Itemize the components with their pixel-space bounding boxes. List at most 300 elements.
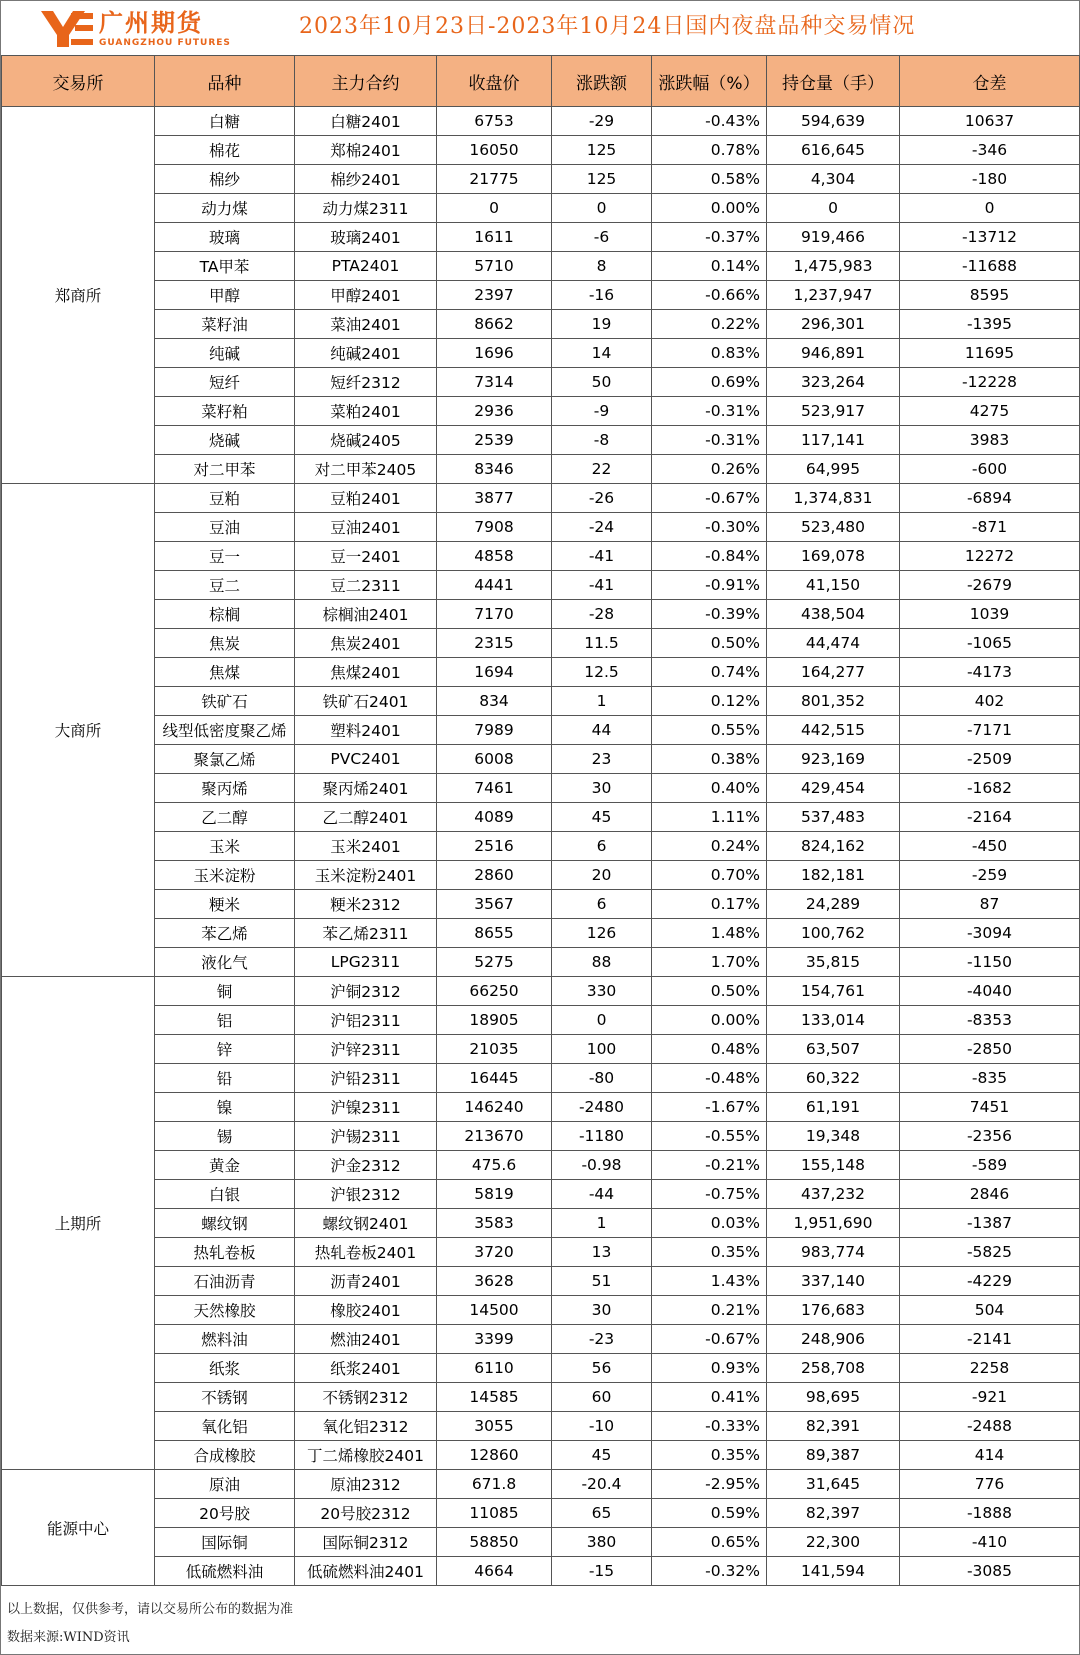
open-interest-cell: 523,480 [767,513,900,542]
close-price-cell: 3877 [437,484,552,513]
change-pct-cell: -0.67% [652,1325,767,1354]
change-pct-cell: 0.58% [652,165,767,194]
change-cell: 23 [552,745,652,774]
product-cell: 低硫燃料油 [155,1557,295,1586]
change-pct-cell: 0.00% [652,194,767,223]
contract-cell: 豆粕2401 [295,484,437,513]
table-row [2,948,1080,977]
exchange-cell: 郑商所 [2,107,155,484]
product-cell: 玉米淀粉 [155,861,295,890]
open-interest-cell: 923,169 [767,745,900,774]
contract-cell: 豆一2401 [295,542,437,571]
oi-change-cell: -871 [900,513,1080,542]
column-header: 收盘价 [437,56,552,107]
change-pct-cell: 0.70% [652,861,767,890]
change-cell: 12.5 [552,658,652,687]
close-price-cell: 7989 [437,716,552,745]
table-row [2,397,1080,426]
oi-change-cell: 4275 [900,397,1080,426]
contract-cell: 玉米淀粉2401 [295,861,437,890]
open-interest-cell: 824,162 [767,832,900,861]
table-row [2,484,1080,513]
oi-change-cell: 10637 [900,107,1080,136]
oi-change-cell: -2164 [900,803,1080,832]
product-cell: 棕榈 [155,600,295,629]
change-cell: 30 [552,774,652,803]
table-row [2,1354,1080,1383]
close-price-cell: 834 [437,687,552,716]
table-row [2,1412,1080,1441]
open-interest-cell: 801,352 [767,687,900,716]
table-body [2,107,1080,1586]
close-price-cell: 6110 [437,1354,552,1383]
oi-change-cell: -600 [900,455,1080,484]
change-pct-cell: 0.38% [652,745,767,774]
open-interest-cell: 182,181 [767,861,900,890]
table-row [2,1035,1080,1064]
change-cell: -0.98 [552,1151,652,1180]
table-row [2,1209,1080,1238]
contract-cell: 沪锌2311 [295,1035,437,1064]
table-row [2,223,1080,252]
close-price-cell: 2315 [437,629,552,658]
change-cell: 19 [552,310,652,339]
change-pct-cell: -0.30% [652,513,767,542]
close-price-cell: 3628 [437,1267,552,1296]
change-pct-cell: 0.55% [652,716,767,745]
contract-cell: 玻璃2401 [295,223,437,252]
change-pct-cell: 0.48% [652,1035,767,1064]
change-cell: 125 [552,165,652,194]
product-cell: 豆一 [155,542,295,571]
open-interest-cell: 155,148 [767,1151,900,1180]
open-interest-cell: 63,507 [767,1035,900,1064]
close-price-cell: 3399 [437,1325,552,1354]
oi-change-cell: -2356 [900,1122,1080,1151]
table-row [2,600,1080,629]
oi-change-cell: -8353 [900,1006,1080,1035]
contract-cell: 棉纱2401 [295,165,437,194]
open-interest-cell: 1,374,831 [767,484,900,513]
oi-change-cell: -589 [900,1151,1080,1180]
change-pct-cell: 0.65% [652,1528,767,1557]
oi-change-cell: -346 [900,136,1080,165]
oi-change-cell: 776 [900,1470,1080,1499]
change-pct-cell: -0.33% [652,1412,767,1441]
change-cell: 330 [552,977,652,1006]
product-cell: 棉纱 [155,165,295,194]
change-pct-cell: -0.84% [652,542,767,571]
open-interest-cell: 44,474 [767,629,900,658]
change-pct-cell: 0.59% [652,1499,767,1528]
product-cell: 豆粕 [155,484,295,513]
open-interest-cell: 442,515 [767,716,900,745]
change-cell: -41 [552,542,652,571]
oi-change-cell: -3085 [900,1557,1080,1586]
close-price-cell: 12860 [437,1441,552,1470]
close-price-cell: 16050 [437,136,552,165]
oi-change-cell: 0 [900,194,1080,223]
open-interest-cell: 19,348 [767,1122,900,1151]
change-cell: -6 [552,223,652,252]
change-cell: -26 [552,484,652,513]
product-cell: 玻璃 [155,223,295,252]
change-pct-cell: 0.74% [652,658,767,687]
change-pct-cell: 0.93% [652,1354,767,1383]
contract-cell: 国际铜2312 [295,1528,437,1557]
close-price-cell: 7314 [437,368,552,397]
close-price-cell: 146240 [437,1093,552,1122]
close-price-cell: 21035 [437,1035,552,1064]
product-cell: 铅 [155,1064,295,1093]
change-pct-cell: 0.35% [652,1441,767,1470]
oi-change-cell: -4040 [900,977,1080,1006]
product-cell: 焦炭 [155,629,295,658]
close-price-cell: 0 [437,194,552,223]
oi-change-cell: -921 [900,1383,1080,1412]
change-pct-cell: 0.50% [652,629,767,658]
contract-cell: 短纤2312 [295,368,437,397]
contract-cell: 丁二烯橡胶2401 [295,1441,437,1470]
change-pct-cell: -0.31% [652,426,767,455]
oi-change-cell: -11688 [900,252,1080,281]
oi-change-cell: 2258 [900,1354,1080,1383]
exchange-cell: 上期所 [2,977,155,1470]
open-interest-cell: 4,304 [767,165,900,194]
change-cell: 126 [552,919,652,948]
oi-change-cell: -4229 [900,1267,1080,1296]
oi-change-cell: -410 [900,1528,1080,1557]
open-interest-cell: 117,141 [767,426,900,455]
change-pct-cell: 0.24% [652,832,767,861]
table-row [2,368,1080,397]
change-cell: -29 [552,107,652,136]
close-price-cell: 14585 [437,1383,552,1412]
change-pct-cell: -0.75% [652,1180,767,1209]
open-interest-cell: 41,150 [767,571,900,600]
close-price-cell: 671.8 [437,1470,552,1499]
oi-change-cell: -1888 [900,1499,1080,1528]
contract-cell: 焦煤2401 [295,658,437,687]
change-pct-cell: 0.21% [652,1296,767,1325]
product-cell: 热轧卷板 [155,1238,295,1267]
contract-cell: 低硫燃料油2401 [295,1557,437,1586]
change-pct-cell: 1.48% [652,919,767,948]
product-cell: 线型低密度聚乙烯 [155,716,295,745]
table-row [2,455,1080,484]
oi-change-cell: 1039 [900,600,1080,629]
change-cell: 14 [552,339,652,368]
close-price-cell: 18905 [437,1006,552,1035]
open-interest-cell: 35,815 [767,948,900,977]
close-price-cell: 3583 [437,1209,552,1238]
change-pct-cell: -0.66% [652,281,767,310]
product-cell: 铝 [155,1006,295,1035]
table-row [2,861,1080,890]
change-cell: 60 [552,1383,652,1412]
change-cell: -24 [552,513,652,542]
open-interest-cell: 61,191 [767,1093,900,1122]
close-price-cell: 6753 [437,107,552,136]
contract-cell: 郑棉2401 [295,136,437,165]
product-cell: 白银 [155,1180,295,1209]
oi-change-cell: -2679 [900,571,1080,600]
table-row [2,1528,1080,1557]
column-header: 涨跌额 [552,56,652,107]
oi-change-cell: 504 [900,1296,1080,1325]
oi-change-cell: 2846 [900,1180,1080,1209]
open-interest-cell: 438,504 [767,600,900,629]
open-interest-cell: 337,140 [767,1267,900,1296]
close-price-cell: 66250 [437,977,552,1006]
table-row [2,1470,1080,1499]
close-price-cell: 3055 [437,1412,552,1441]
open-interest-cell: 100,762 [767,919,900,948]
product-cell: TA甲苯 [155,252,295,281]
close-price-cell: 4664 [437,1557,552,1586]
open-interest-cell: 537,483 [767,803,900,832]
change-cell: 0 [552,1006,652,1035]
close-price-cell: 2539 [437,426,552,455]
change-cell: -1180 [552,1122,652,1151]
close-price-cell: 8662 [437,310,552,339]
product-cell: 豆二 [155,571,295,600]
contract-cell: 烧碱2405 [295,426,437,455]
change-cell: 380 [552,1528,652,1557]
contract-cell: 螺纹钢2401 [295,1209,437,1238]
change-pct-cell: 0.26% [652,455,767,484]
contract-cell: 氧化铝2312 [295,1412,437,1441]
contract-cell: 豆二2311 [295,571,437,600]
product-cell: 烧碱 [155,426,295,455]
close-price-cell: 6008 [437,745,552,774]
contract-cell: 沪铜2312 [295,977,437,1006]
change-cell: 51 [552,1267,652,1296]
oi-change-cell: -450 [900,832,1080,861]
contract-cell: 燃油2401 [295,1325,437,1354]
oi-change-cell: -4173 [900,658,1080,687]
table-row [2,803,1080,832]
change-pct-cell: -0.55% [652,1122,767,1151]
contract-cell: 棕榈油2401 [295,600,437,629]
table-row [2,1006,1080,1035]
change-cell: 100 [552,1035,652,1064]
change-pct-cell: -0.39% [652,600,767,629]
table-row [2,716,1080,745]
oi-change-cell: -835 [900,1064,1080,1093]
contract-cell: 白糖2401 [295,107,437,136]
close-price-cell: 2397 [437,281,552,310]
open-interest-cell: 429,454 [767,774,900,803]
column-header: 交易所 [2,56,155,107]
change-cell: -16 [552,281,652,310]
contract-cell: 沪锡2311 [295,1122,437,1151]
change-cell: -20.4 [552,1470,652,1499]
change-pct-cell: 0.69% [652,368,767,397]
change-pct-cell: -0.21% [652,1151,767,1180]
product-cell: 白糖 [155,107,295,136]
table-row [2,310,1080,339]
change-pct-cell: 0.03% [652,1209,767,1238]
change-cell: 56 [552,1354,652,1383]
close-price-cell: 8346 [437,455,552,484]
table-row [2,629,1080,658]
close-price-cell: 2936 [437,397,552,426]
open-interest-cell: 82,391 [767,1412,900,1441]
close-price-cell: 16445 [437,1064,552,1093]
change-cell: 45 [552,1441,652,1470]
open-interest-cell: 323,264 [767,368,900,397]
table-header-row [2,56,1080,107]
table-row [2,426,1080,455]
table-row [2,542,1080,571]
change-cell: -9 [552,397,652,426]
close-price-cell: 1696 [437,339,552,368]
close-price-cell: 7170 [437,600,552,629]
product-cell: 液化气 [155,948,295,977]
oi-change-cell: 402 [900,687,1080,716]
change-pct-cell: 0.12% [652,687,767,716]
change-pct-cell: -0.67% [652,484,767,513]
close-price-cell: 14500 [437,1296,552,1325]
change-cell: 44 [552,716,652,745]
change-cell: 13 [552,1238,652,1267]
close-price-cell: 1611 [437,223,552,252]
table-row [2,339,1080,368]
change-cell: 45 [552,803,652,832]
oi-change-cell: -180 [900,165,1080,194]
open-interest-cell: 523,917 [767,397,900,426]
open-interest-cell: 133,014 [767,1006,900,1035]
product-cell: 聚丙烯 [155,774,295,803]
table-row [2,1557,1080,1586]
change-cell: 8 [552,252,652,281]
close-price-cell: 2860 [437,861,552,890]
open-interest-cell: 176,683 [767,1296,900,1325]
contract-cell: 不锈钢2312 [295,1383,437,1412]
product-cell: 苯乙烯 [155,919,295,948]
oi-change-cell: -2488 [900,1412,1080,1441]
oi-change-cell: 414 [900,1441,1080,1470]
contract-cell: 动力煤2311 [295,194,437,223]
contract-cell: PVC2401 [295,745,437,774]
change-pct-cell: 0.78% [652,136,767,165]
contract-cell: 沥青2401 [295,1267,437,1296]
disclaimer-note: 以上数据，仅供参考，请以交易所公布的数据为准 [7,1602,294,1617]
change-pct-cell: 0.41% [652,1383,767,1412]
oi-change-cell: 12272 [900,542,1080,571]
change-pct-cell: -0.43% [652,107,767,136]
product-cell: 不锈钢 [155,1383,295,1412]
change-cell: -28 [552,600,652,629]
product-cell: 乙二醇 [155,803,295,832]
contract-cell: PTA2401 [295,252,437,281]
table-row [2,977,1080,1006]
change-cell: -44 [552,1180,652,1209]
contract-cell: 沪铅2311 [295,1064,437,1093]
open-interest-cell: 24,289 [767,890,900,919]
product-cell: 粳米 [155,890,295,919]
close-price-cell: 11085 [437,1499,552,1528]
table-row [2,136,1080,165]
oi-change-cell: -2141 [900,1325,1080,1354]
oi-change-cell: -1682 [900,774,1080,803]
contract-cell: 塑料2401 [295,716,437,745]
open-interest-cell: 22,300 [767,1528,900,1557]
change-cell: 1 [552,1209,652,1238]
column-header: 仓差 [900,56,1080,107]
contract-cell: 对二甲苯2405 [295,455,437,484]
product-cell: 聚氯乙烯 [155,745,295,774]
change-pct-cell: 0.14% [652,252,767,281]
open-interest-cell: 64,995 [767,455,900,484]
product-cell: 锌 [155,1035,295,1064]
oi-change-cell: 7451 [900,1093,1080,1122]
open-interest-cell: 248,906 [767,1325,900,1354]
close-price-cell: 1694 [437,658,552,687]
change-cell: 88 [552,948,652,977]
change-pct-cell: 0.40% [652,774,767,803]
table-row [2,1499,1080,1528]
table-row [2,1238,1080,1267]
contract-cell: 铁矿石2401 [295,687,437,716]
open-interest-cell: 164,277 [767,658,900,687]
table-row [2,1122,1080,1151]
product-cell: 棉花 [155,136,295,165]
close-price-cell: 213670 [437,1122,552,1151]
contract-cell: 沪银2312 [295,1180,437,1209]
night-session-table [1,55,1080,1586]
change-pct-cell: 0.22% [652,310,767,339]
close-price-cell: 21775 [437,165,552,194]
product-cell: 燃料油 [155,1325,295,1354]
change-cell: 65 [552,1499,652,1528]
product-cell: 短纤 [155,368,295,397]
open-interest-cell: 60,322 [767,1064,900,1093]
change-pct-cell: 0.00% [652,1006,767,1035]
contract-cell: LPG2311 [295,948,437,977]
change-pct-cell: -2.95% [652,1470,767,1499]
product-cell: 氧化铝 [155,1412,295,1441]
product-cell: 国际铜 [155,1528,295,1557]
oi-change-cell: 8595 [900,281,1080,310]
table-row [2,513,1080,542]
table-row [2,832,1080,861]
open-interest-cell: 296,301 [767,310,900,339]
table-row [2,1267,1080,1296]
oi-change-cell: -12228 [900,368,1080,397]
close-price-cell: 5275 [437,948,552,977]
product-cell: 黄金 [155,1151,295,1180]
change-pct-cell: -0.48% [652,1064,767,1093]
product-cell: 合成橡胶 [155,1441,295,1470]
change-cell: -8 [552,426,652,455]
contract-cell: 乙二醇2401 [295,803,437,832]
report-title: 2023年10月23日-2023年10月24日国内夜盘品种交易情况 [299,14,916,39]
table-row [2,1151,1080,1180]
change-cell: 125 [552,136,652,165]
close-price-cell: 7461 [437,774,552,803]
table-row [2,194,1080,223]
product-cell: 铁矿石 [155,687,295,716]
change-pct-cell: -0.32% [652,1557,767,1586]
open-interest-cell: 594,639 [767,107,900,136]
product-cell: 镍 [155,1093,295,1122]
change-cell: -80 [552,1064,652,1093]
open-interest-cell: 141,594 [767,1557,900,1586]
table-row [2,890,1080,919]
open-interest-cell: 1,951,690 [767,1209,900,1238]
